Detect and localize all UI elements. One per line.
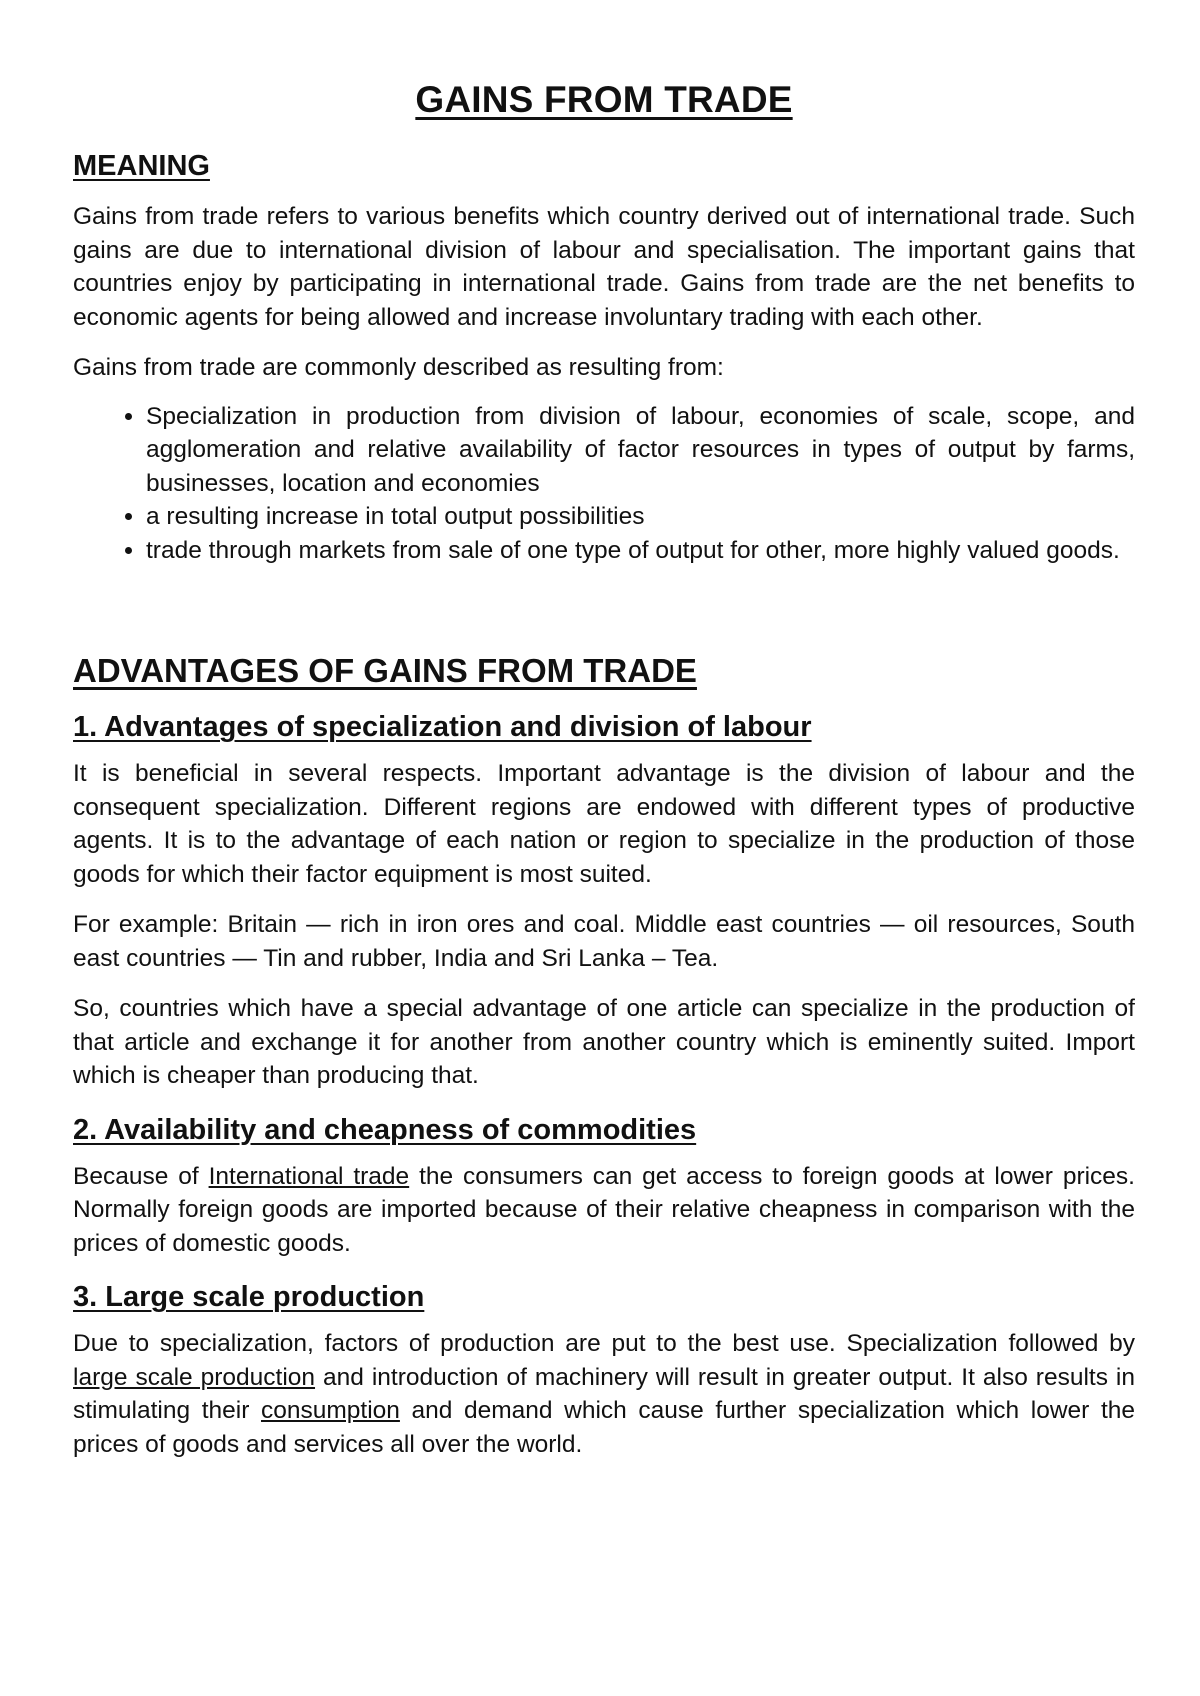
meaning-paragraph-1: Gains from trade refers to various benefits which country derived out of international trade. Such gains are due to international division of labour and specialisation. The important gains that countries enjoy by participating in international trade. Gains from trade are the net benefits to economic agents for being allowed and increase involuntary trading with each other. — [73, 203, 1135, 331]
document-page — [73, 74, 1135, 1478]
section-3-text-a: Due to specialization, factors of production are put to the best use. Specialization followed by — [73, 1330, 1135, 1357]
section-3-text-b: and introduction of machinery will result in greater output. It also results in stimulating their — [73, 1363, 1135, 1424]
section-3-paragraph — [73, 1327, 1135, 1461]
international-trade-link[interactable]: International trade — [208, 1162, 410, 1190]
section-1-paragraph-1: It is beneficial in several respects. Important advantage is the division of labour and the consequent specialization. Different regions are endowed with different types of productive agents. It is to the advantage of each nation or region to specialize in the production of those goods for which their factor equipment is most suited. — [73, 760, 1135, 888]
section-2-heading: 2. Availability and cheapness of commodities — [73, 1113, 697, 1146]
list-item: • a resulting increase in total output possibilities — [146, 500, 1135, 534]
section-3-heading: 3. Large scale production — [73, 1281, 425, 1313]
large-scale-production-link[interactable]: large scale production — [73, 1363, 316, 1391]
section-1-paragraph-3: So, countries which have a special advantage of one article can specialize in the production of that article and exchange it for another from another country which is eminently suited. Import which is cheaper than producing that. — [73, 995, 1135, 1089]
section-2-paragraph — [73, 1160, 1135, 1261]
section-1-heading: 1. Advantages of specialization and division of labour — [73, 711, 812, 743]
section-1-paragraph-2: For example: Britain — rich in iron ores and coal. Middle east countries — oil resources, South east countries — Tin and rubber, India and Sri Lanka – Tea. — [73, 911, 1135, 972]
document-title: GAINS FROM TRADE — [415, 79, 793, 120]
gains-bullet-list — [73, 400, 1135, 568]
meaning-heading: MEANING — [73, 150, 210, 182]
list-item: • Specialization in production from division of labour, economies of scale, scope, and agglomeration and relative availability of factor resources in types of output by farms, businesses, location and economies — [146, 400, 1135, 501]
section-2-text-start: Because of — [73, 1162, 209, 1190]
list-item: • trade through markets from sale of one type of output for other, more highly valued goods. — [146, 534, 1135, 568]
section-spacer — [73, 567, 1135, 649]
consumption-link[interactable]: consumption — [261, 1397, 400, 1424]
section-2-text-end: the consumers can get access to foreign goods at lower prices. Normally foreign goods are imported because of their relative cheapness in comparison with the prices of domestic goods. — [73, 1162, 1135, 1257]
meaning-paragraph-2: Gains from trade are commonly described as resulting from: — [73, 354, 724, 381]
section-3-text-c: and demand which cause further specialization which lower the prices of goods and services all over the world. — [73, 1397, 1135, 1458]
advantages-heading: ADVANTAGES OF GAINS FROM TRADE — [73, 652, 697, 689]
